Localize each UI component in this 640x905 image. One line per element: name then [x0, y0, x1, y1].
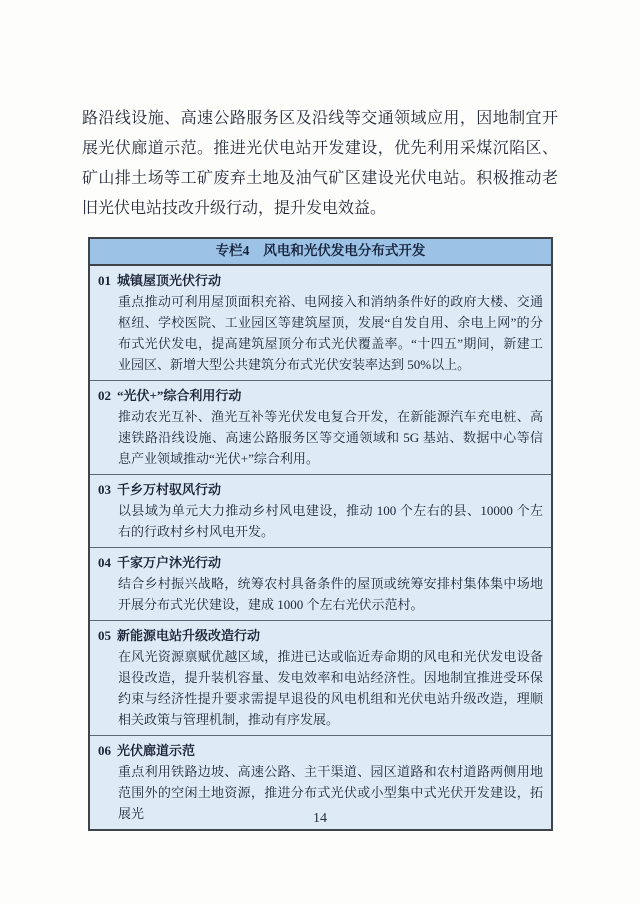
row-body: 重点利用铁路边坡、高速公路、主干渠道、园区道路和农村道路两侧用地范围外的空闲土地资源，推进分布式光伏或小型集中式光伏开发建设，拓展光: [118, 764, 543, 821]
row-title: [98, 625, 543, 646]
row-number: 03: [98, 482, 111, 497]
row-heading: 光伏廊道示范: [117, 743, 196, 758]
body-paragraph: 路沿线设施、高速公路服务区及沿线等交通领域应用，因地制宜开展光伏廊道示范。推进光伏电站开发建设，优先利用采煤沉陷区、矿山排土场等工矿废弃土地及油气矿区建设光伏电站。积极推动老旧光伏电站技改升级行动，提升发电效益。: [82, 110, 558, 217]
row-heading: 新能源电站升级改造行动: [117, 628, 261, 643]
box-row-02: [90, 381, 551, 475]
box-row-04: [90, 548, 551, 621]
row-title: [98, 552, 543, 573]
special-column-box: [88, 237, 553, 831]
row-title: [98, 270, 543, 291]
box-row-01: [90, 266, 551, 381]
row-body: 以县域为单元大力推动乡村风电建设，推动 100 个左右的县、10000 个左右的行政村乡村风电开发。: [118, 503, 543, 539]
row-body: 重点推动可利用屋顶面积充裕、电网接入和消纳条件好的政府大楼、交通枢纽、学校医院、工业园区等建筑屋顶，发展“自发自用、余电上网”的分布式光伏发电，提高建筑屋顶分布式光伏覆盖率。“十四五”期间，新建工业园区、新增大型公共建筑分布式光伏安装率达到 50%以上。: [118, 294, 543, 372]
row-number: 06: [98, 743, 111, 758]
row-body: 在风光资源禀赋优越区域，推进已达或临近寿命期的风电和光伏发电设备退役改造，提升装机容量、发电效率和电站经济性。因地制宜推进受环保约束与经济性提升要求需提早退役的风电机组和光伏电站升级改造，理顺相关政策与管理机制，推动有序发展。: [118, 649, 543, 727]
box-header-label: 专栏4: [215, 243, 250, 258]
box-row-03: [90, 475, 551, 548]
row-body: 结合乡村振兴战略，统筹农村具备条件的屋顶或统筹安排村集体集中场地开展分布式光伏建设，建成 1000 个左右光伏示范村。: [118, 576, 543, 612]
box-header: [90, 239, 551, 266]
row-number: 05: [98, 628, 111, 643]
row-number: 02: [98, 388, 111, 403]
row-heading: “光伏+”综合利用行动: [117, 388, 242, 403]
row-number: 04: [98, 555, 111, 570]
page-footer: [0, 809, 640, 827]
page-number: 14: [313, 811, 327, 826]
row-title: [98, 385, 543, 406]
row-body: 推动农光互补、渔光互补等光伏发电复合开发，在新能源汽车充电桩、高速铁路沿线设施、高速公路服务区等交通领域和 5G 基站、数据中心等信息产业领域推动“光伏+”综合利用。: [118, 409, 543, 466]
box-header-title: 风电和光伏发电分布式开发: [263, 243, 426, 258]
row-heading: 城镇屋顶光伏行动: [117, 273, 222, 288]
row-number: 01: [98, 273, 111, 288]
box-row-05: [90, 621, 551, 736]
row-heading: 千乡万村驭风行动: [117, 482, 222, 497]
row-title: [98, 740, 543, 761]
row-title: [98, 479, 543, 500]
row-heading: 千家万户沐光行动: [117, 555, 222, 570]
